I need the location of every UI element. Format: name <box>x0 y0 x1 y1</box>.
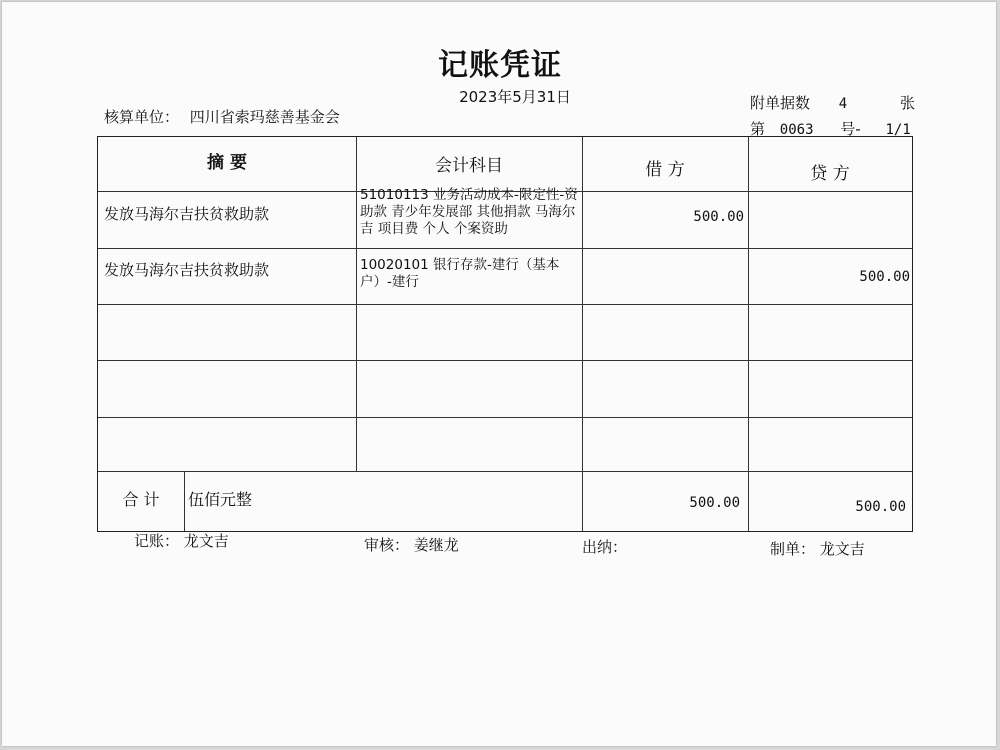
row1-account: 51010113 业务活动成本-限定性-资助款 青少年发展部 其他捐款 马海尔吉 项目费 个人 个案资助 <box>360 187 578 237</box>
attachments-count <box>750 92 915 113</box>
total-label: 合 计 <box>122 490 160 509</box>
bookkeeper-signature <box>134 530 229 551</box>
reviewer-name: 姜继龙 <box>413 536 459 554</box>
row-divider <box>98 248 912 249</box>
row2-summary: 发放马海尔吉扶贫救助款 <box>104 261 270 279</box>
row1-summary: 发放马海尔吉扶贫救助款 <box>104 205 270 223</box>
header-account: 会计科目 <box>435 156 503 176</box>
reviewer-signature <box>364 534 459 555</box>
row2-account: 10020101 银行存款-建行（基本户）-建行 <box>360 257 560 290</box>
header-credit: 贷 方 <box>810 164 850 184</box>
col-divider <box>184 471 185 531</box>
number-prefix: 第 <box>750 120 766 138</box>
bookkeeper-label: 记账： <box>134 532 180 550</box>
row-divider <box>98 360 912 361</box>
attach-label: 附单据数 <box>750 94 811 112</box>
voucher-date: 2023年5月31日 <box>459 88 571 106</box>
reviewer-label: 审核： <box>364 536 410 554</box>
preparer-signature <box>770 538 865 559</box>
number-suffix: 号- <box>840 120 861 138</box>
total-credit: 500.00 <box>855 499 906 515</box>
cashier-signature <box>582 536 627 557</box>
total-debit: 500.00 <box>689 495 740 511</box>
attach-count: 4 <box>838 96 848 112</box>
page-indicator: 1/1 <box>885 122 911 138</box>
unit-name: 四川省索玛慈善基金会 <box>189 108 340 126</box>
preparer-label: 制单： <box>770 540 816 558</box>
row2-credit: 500.00 <box>859 269 910 285</box>
header-summary: 摘 要 <box>207 153 247 173</box>
row-divider <box>98 417 912 418</box>
total-amount-words: 伍佰元整 <box>188 490 253 509</box>
row-divider <box>98 471 912 472</box>
attach-unit: 张 <box>900 94 916 112</box>
voucher-title: 记账凭证 <box>438 48 562 83</box>
bookkeeper-name: 龙文吉 <box>183 532 229 550</box>
row1-debit: 500.00 <box>693 209 744 225</box>
number-value: 0063 <box>779 122 814 138</box>
header-debit: 借 方 <box>645 160 685 180</box>
preparer-name: 龙文吉 <box>819 540 865 558</box>
row-divider <box>98 304 912 305</box>
unit-label: 核算单位： <box>104 108 180 126</box>
cashier-label: 出纳： <box>582 538 628 556</box>
voucher-table <box>97 136 913 532</box>
accounting-unit <box>104 106 340 127</box>
